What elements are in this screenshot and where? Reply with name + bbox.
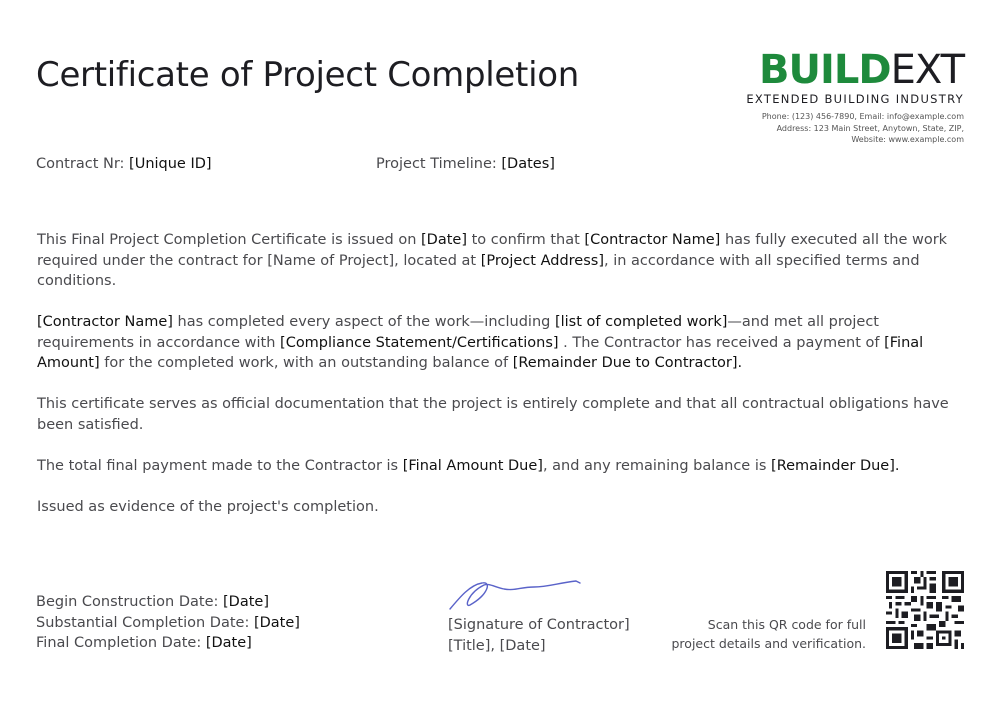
text: This Final Project Completion Certificate is issued on [37, 232, 421, 248]
placeholder-compliance: [Compliance Statement/Certifications] [280, 334, 559, 351]
placeholder-remainder-due: [Remainder Due to Contractor]. [512, 355, 743, 371]
signature-title-date: [Title], [Date] [448, 637, 546, 654]
text: has completed every aspect of the work—including [172, 314, 555, 330]
text: has fully executed all the work required under the contract for [Name of Project], located at [37, 232, 948, 269]
contract-number [36, 156, 212, 172]
company-address: Address: 123 Main Street, Anytown, State, ZIP, [776, 123, 964, 133]
text: —and met all project requirements in accordance with [37, 314, 879, 351]
label: Begin Construction Date: [36, 594, 223, 610]
placeholder-contractor-name: [Contractor Name] [584, 232, 721, 248]
contract-number-label: Contract Nr: [36, 156, 130, 172]
logo-wordmark [746, 47, 964, 93]
placeholder-final-amount: [Final Amount] [37, 334, 924, 371]
label: Final Completion Date: [36, 635, 206, 651]
placeholder-completed-work: [list of completed work] [554, 314, 728, 330]
placeholder-project-address: [Project Address] [480, 252, 604, 269]
certificate-body [37, 230, 967, 538]
logo-build-text: BUILD [759, 47, 891, 93]
placeholder-remainder-due: [Remainder Due]. [771, 457, 900, 474]
project-timeline [376, 156, 555, 172]
qr-caption-line-1: Scan this QR code for full [707, 617, 866, 632]
text: The total final payment made to the Contractor is [37, 457, 403, 474]
contract-number-value: [Unique ID] [129, 156, 212, 172]
paragraph-issuance [37, 230, 967, 292]
paragraph-work-completed [37, 312, 967, 374]
qr-caption-line-2: project details and verification. [671, 636, 866, 651]
company-phone-email: Phone: (123) 456-7890, Email: info@example.com [761, 112, 964, 121]
value: [Date] [223, 594, 269, 610]
company-contact-info [762, 111, 964, 146]
logo-tagline: EXTENDED BUILDING INDUSTRY [746, 92, 964, 106]
substantial-completion-date [36, 613, 300, 634]
final-completion-date [36, 633, 300, 654]
label: Substantial Completion Date: [36, 614, 254, 631]
page-title: Certificate of Project Completion [36, 55, 579, 95]
text: for the completed work, with an outstanding balance of [99, 355, 513, 371]
paragraph-closing: Issued as evidence of the project's completion. [37, 498, 379, 515]
qr-caption [672, 615, 867, 653]
text: , and any remaining balance is [542, 457, 772, 474]
project-timeline-value: [Dates] [501, 156, 555, 172]
placeholder-date: [Date] [421, 232, 467, 248]
project-dates [36, 592, 300, 654]
placeholder-contractor-name: [Contractor Name] [37, 314, 173, 330]
text: , in accordance with all specified terms and conditions. [37, 252, 920, 289]
begin-construction-date [36, 592, 300, 613]
text: to confirm that [466, 232, 585, 248]
logo-ext-text: EXT [890, 47, 964, 93]
company-website: Website: www.example.com [851, 135, 964, 144]
signature-block [448, 575, 630, 656]
value: [Date] [253, 614, 300, 631]
paragraph-final-payment [37, 456, 967, 477]
project-timeline-label: Project Timeline: [376, 156, 502, 172]
company-logo [746, 47, 964, 106]
paragraph-official-documentation: This certificate serves as official documentation that the project is entirely complete and that all contractual obligations have been satisfied. [37, 396, 949, 433]
signature-name: [Signature of Contractor] [448, 617, 630, 633]
qr-code-icon[interactable] [886, 570, 964, 650]
placeholder-final-amount-due: [Final Amount Due] [402, 457, 543, 474]
text: . The Contractor has received a payment of [558, 334, 885, 351]
signature-scribble-icon [448, 575, 588, 613]
value: [Date] [205, 635, 252, 651]
